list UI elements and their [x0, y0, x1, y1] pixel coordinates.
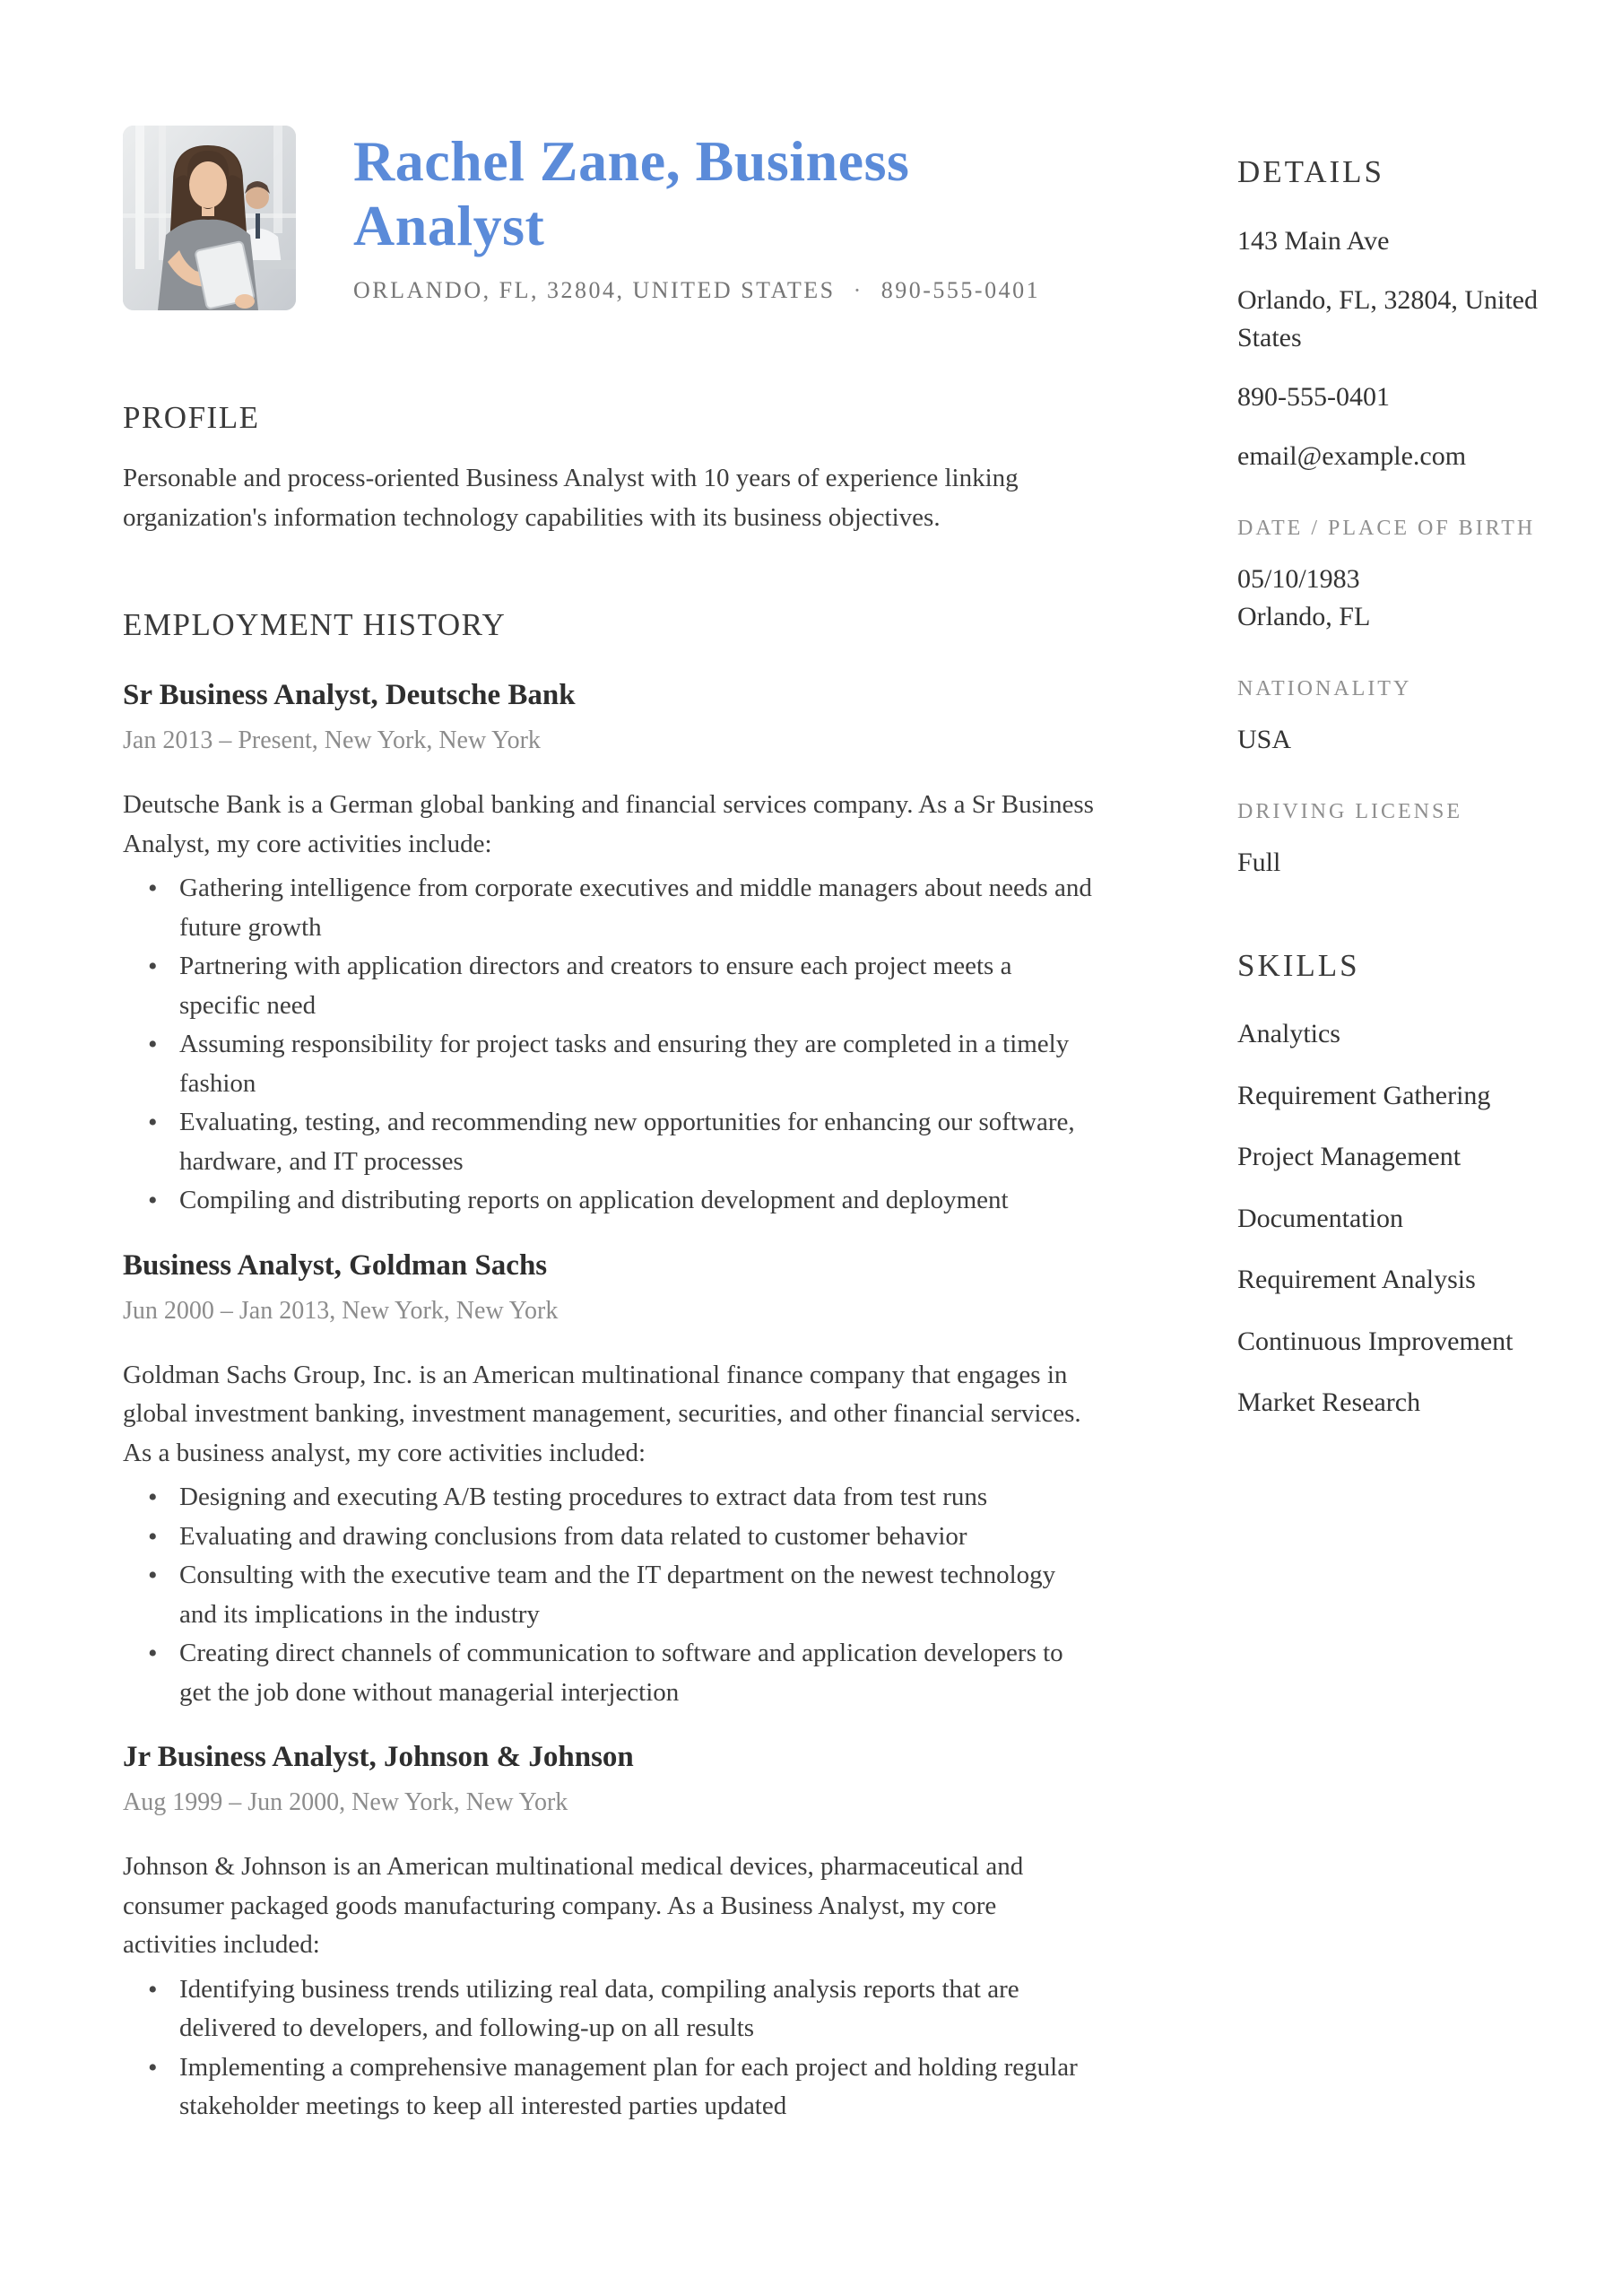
skill-item: Documentation	[1237, 1203, 1403, 1233]
nationality-value: USA	[1237, 725, 1292, 754]
job-bullet: • Assuming responsibility for project tasks and ensuring they are completed in a timely fashion	[123, 1025, 1096, 1103]
job-summary: Goldman Sachs Group, Inc. is an American multinational finance company that engages in global investment banking, investment management, securities, and other financial services. As a business analyst, my core activities included:	[123, 1360, 1081, 1467]
job-dates: Jan 2013 – Present, New York, New York	[123, 726, 541, 754]
birth-date: 05/10/1983	[1237, 564, 1360, 594]
job-dates: Aug 1999 – Jun 2000, New York, New York	[123, 1788, 568, 1816]
contact-phone: 890-555-0401	[880, 277, 1041, 304]
job-title: Business Analyst, Goldman Sachs	[123, 1248, 548, 1282]
job-title: Sr Business Analyst, Deutsche Bank	[123, 679, 576, 711]
job-summary: Johnson & Johnson is an American multinational medical devices, pharmaceutical and consumer packaged goods manufacturing company. As a Business Analyst, my core activities included:	[123, 1852, 1024, 1959]
job-bullet-list	[123, 1970, 1096, 2126]
job-bullet: • Creating direct channels of communication to software and application developers to get the job done without managerial interjection	[123, 1634, 1096, 1712]
main-column	[123, 126, 1096, 2260]
details-address-line1: 143 Main Ave	[1237, 226, 1390, 256]
skills-section	[1237, 948, 1541, 1422]
job-title: Jr Business Analyst, Johnson & Johnson	[123, 1741, 634, 1773]
details-phone: 890-555-0401	[1237, 382, 1390, 412]
job-bullet: • Gathering intelligence from corporate executives and middle managers about needs and future growth	[123, 869, 1096, 947]
job-entry-goldman-sachs	[123, 1249, 1096, 1713]
profile-text: Personable and process-oriented Business Analyst with 10 years of experience linking organization's information technology capabilities with its business objectives.	[123, 464, 1019, 532]
job-summary: Deutsche Bank is a German global banking and financial services company. As a Sr Business Analyst, my core activities include:	[123, 790, 1094, 858]
profile-photo	[123, 126, 296, 310]
birth-place: Orlando, FL	[1237, 602, 1371, 631]
job-bullet: • Designing and executing A/B testing procedures to extract data from test runs	[123, 1478, 1096, 1518]
job-bullet: • Consulting with the executive team and the IT department on the newest technology and its implications in the industry	[123, 1556, 1096, 1634]
skills-heading: SKILLS	[1237, 948, 1360, 983]
details-email: email@example.com	[1237, 441, 1467, 471]
job-bullet: • Evaluating, testing, and recommending new opportunities for enhancing our software, hardware, and IT processes	[123, 1103, 1096, 1181]
skill-item: Requirement Analysis	[1237, 1265, 1476, 1294]
job-entry-deutsche-bank	[123, 679, 1096, 1221]
nationality-label: NATIONALITY	[1237, 677, 1412, 700]
header	[123, 126, 1096, 310]
job-bullet: • Partnering with application directors and creators to ensure each project meets a specific need	[123, 947, 1096, 1025]
job-entry-johnson-johnson	[123, 1741, 1096, 2126]
job-bullet-list	[123, 1478, 1096, 1712]
skills-list	[1237, 1016, 1541, 1422]
sidebar	[1237, 126, 1541, 2260]
job-dates: Jun 2000 – Jan 2013, New York, New York	[123, 1296, 559, 1325]
skill-item: Continuous Improvement	[1237, 1326, 1514, 1356]
skill-item: Requirement Gathering	[1237, 1080, 1491, 1110]
profile-photo-illustration	[123, 126, 296, 310]
contact-line	[353, 277, 1096, 304]
driving-license-label: DRIVING LICENSE	[1237, 800, 1462, 823]
header-text	[353, 126, 1096, 310]
birth-label: DATE / PLACE OF BIRTH	[1237, 517, 1536, 540]
job-bullet: • Implementing a comprehensive management plan for each project and holding regular stakeholder meetings to keep all interested parties updated	[123, 2048, 1096, 2126]
details-address-line2: Orlando, FL, 32804, United States	[1237, 285, 1538, 352]
job-bullet: • Identifying business trends utilizing real data, compiling analysis reports that are delivered to developers, and following-up on all results	[123, 1970, 1096, 2048]
driving-license-value: Full	[1237, 848, 1281, 877]
page-title: Rachel Zane, Business Analyst	[353, 129, 910, 257]
skill-item: Market Research	[1237, 1387, 1421, 1417]
skill-item: Analytics	[1237, 1019, 1340, 1048]
contact-separator: ·	[853, 277, 863, 304]
job-bullet-list	[123, 869, 1096, 1221]
job-bullet: • Compiling and distributing reports on application development and deployment	[123, 1181, 1096, 1221]
details-heading: DETAILS	[1237, 154, 1385, 189]
skill-item: Project Management	[1237, 1142, 1462, 1171]
profile-heading: PROFILE	[123, 400, 260, 435]
job-bullet: • Evaluating and drawing conclusions from data related to customer behavior	[123, 1518, 1096, 1557]
employment-heading: EMPLOYMENT HISTORY	[123, 607, 507, 642]
contact-location: ORLANDO, FL, 32804, UNITED STATES	[353, 277, 836, 304]
